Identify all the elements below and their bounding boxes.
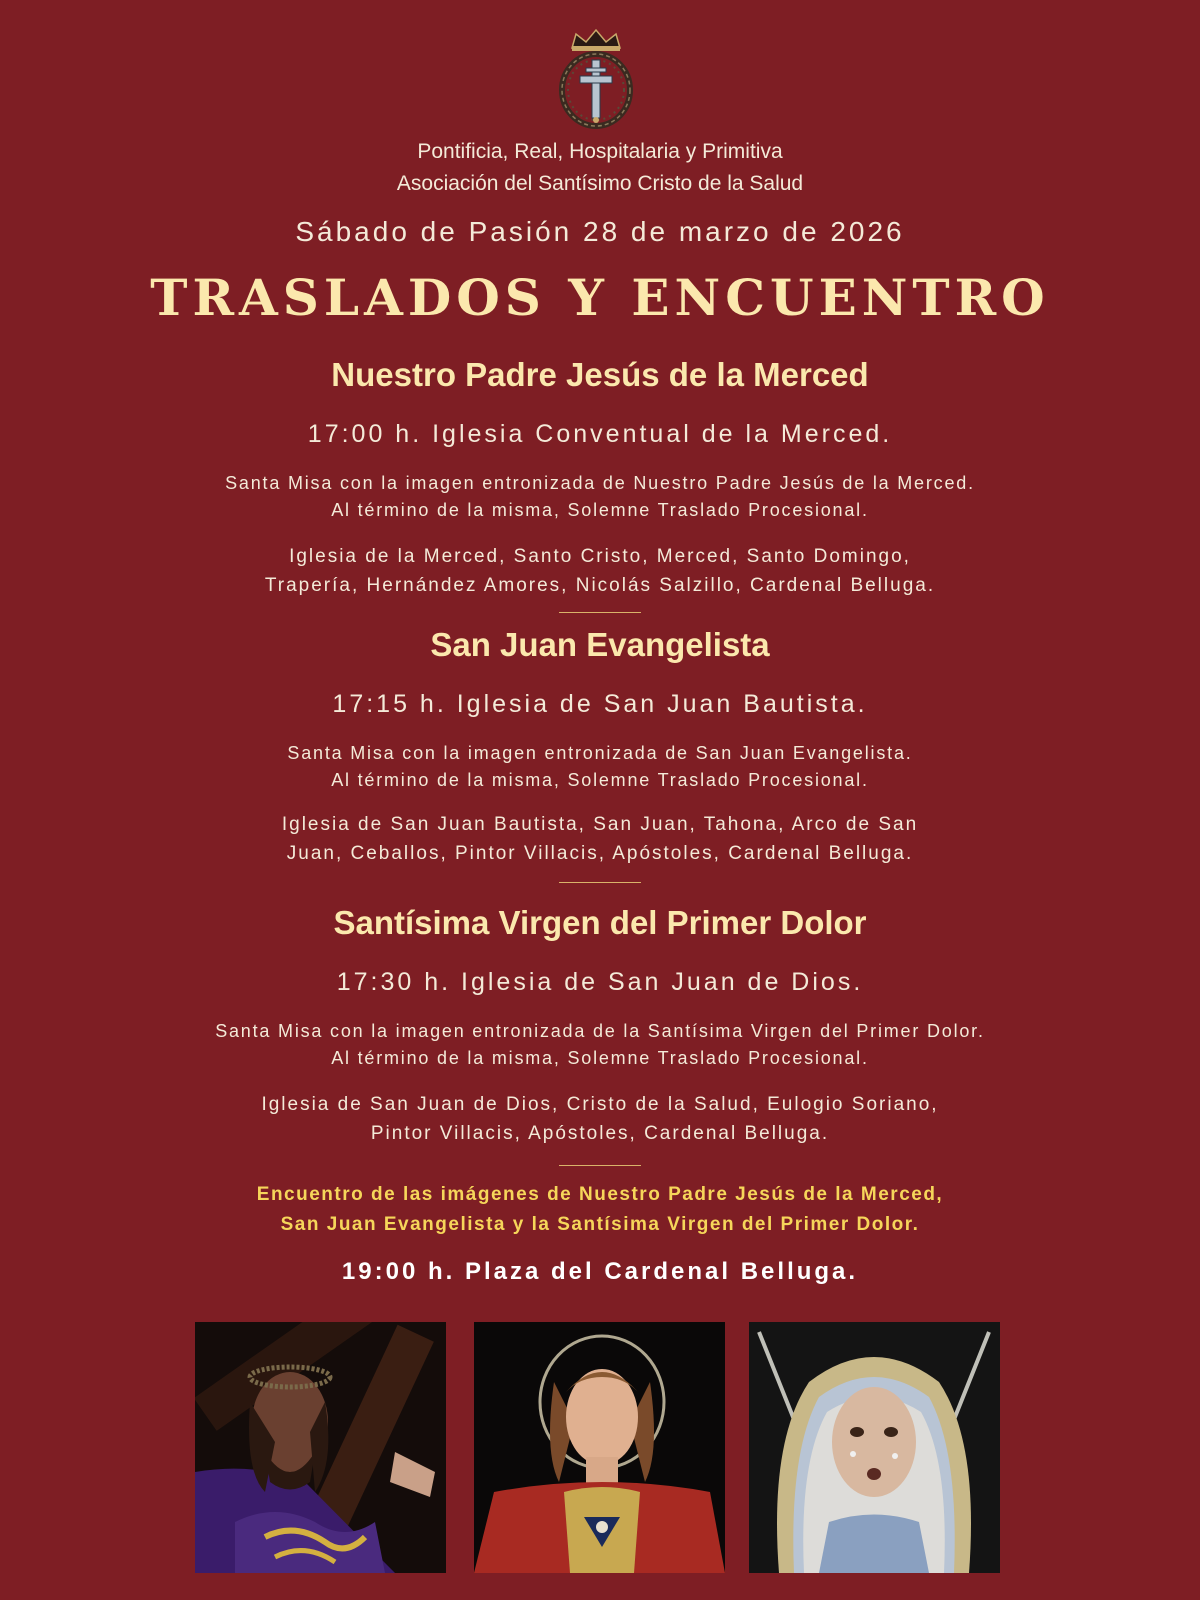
route-line-1: Iglesia de San Juan Bautista, San Juan, Tahona, Arco de San bbox=[281, 814, 919, 835]
description-line-2: Al término de la misma, Solemne Traslado Procesional. bbox=[331, 770, 869, 790]
description-line-2: Al término de la misma, Solemne Traslado Procesional. bbox=[331, 1048, 869, 1068]
route-line-2: Trapería, Hernández Amores, Nicolás Salzillo, Cardenal Belluga. bbox=[264, 575, 936, 596]
event-date: Sábado de Pasión 28 de marzo de 2026 bbox=[295, 216, 905, 247]
description-line-2: Al término de la misma, Solemne Traslado Procesional. bbox=[331, 500, 869, 520]
organization-line-2: Asociación del Santísimo Cristo de la Salud bbox=[396, 172, 804, 195]
section-route-san-juan bbox=[0, 810, 1200, 868]
section-time-virgen-primer-dolor: 17:30 h. Iglesia de San Juan de Dios. bbox=[336, 968, 864, 996]
brotherhood-emblem-icon bbox=[554, 26, 638, 130]
route-line-2: Juan, Ceballos, Pintor Villacis, Apóstoles, Cardenal Belluga. bbox=[286, 843, 914, 864]
description-line-1: Santa Misa con la imagen entronizada de la Santísima Virgen del Primer Dolor. bbox=[215, 1021, 985, 1041]
encuentro-time: 19:00 h. Plaza del Cardenal Belluga. bbox=[341, 1258, 859, 1285]
section-divider bbox=[559, 612, 641, 613]
encuentro-line-2: San Juan Evangelista y la Santísima Virgen del Primer Dolor. bbox=[280, 1214, 920, 1235]
description-line-1: Santa Misa con la imagen entronizada de San Juan Evangelista. bbox=[287, 743, 913, 763]
section-title-san-juan: San Juan Evangelista bbox=[430, 626, 770, 663]
encuentro-line-1: Encuentro de las imágenes de Nuestro Padre Jesús de la Merced, bbox=[256, 1184, 944, 1205]
section-description-san-juan bbox=[0, 740, 1200, 794]
section-title-jesus-merced: Nuestro Padre Jesús de la Merced bbox=[331, 356, 869, 393]
section-time-jesus-merced: 17:00 h. Iglesia Conventual de la Merced. bbox=[307, 420, 893, 448]
route-line-1: Iglesia de la Merced, Santo Cristo, Merced, Santo Domingo, bbox=[289, 546, 911, 567]
section-route-jesus-merced bbox=[0, 542, 1200, 600]
section-title-virgen-primer-dolor: Santísima Virgen del Primer Dolor bbox=[333, 904, 867, 941]
section-divider bbox=[559, 882, 641, 883]
page-title: TRASLADOS Y ENCUENTRO bbox=[150, 268, 1050, 327]
section-description-virgen-primer-dolor bbox=[0, 1018, 1200, 1072]
encuentro-announcement bbox=[0, 1180, 1200, 1240]
jesus-merced-photo bbox=[195, 1322, 446, 1573]
route-line-2: Pintor Villacis, Apóstoles, Cardenal Belluga. bbox=[370, 1123, 830, 1144]
organization-name bbox=[0, 136, 1200, 200]
san-juan-evangelista-photo bbox=[474, 1322, 725, 1573]
section-time-san-juan: 17:15 h. Iglesia de San Juan Bautista. bbox=[332, 690, 868, 718]
route-line-1: Iglesia de San Juan de Dios, Cristo de la Salud, Eulogio Soriano, bbox=[261, 1094, 939, 1115]
section-route-virgen-primer-dolor bbox=[0, 1090, 1200, 1148]
section-divider bbox=[559, 1165, 641, 1166]
section-description-jesus-merced bbox=[0, 470, 1200, 524]
organization-line-1: Pontificia, Real, Hospitalaria y Primitiva bbox=[417, 140, 783, 163]
description-line-1: Santa Misa con la imagen entronizada de Nuestro Padre Jesús de la Merced. bbox=[225, 473, 975, 493]
virgen-primer-dolor-photo bbox=[749, 1322, 1000, 1573]
